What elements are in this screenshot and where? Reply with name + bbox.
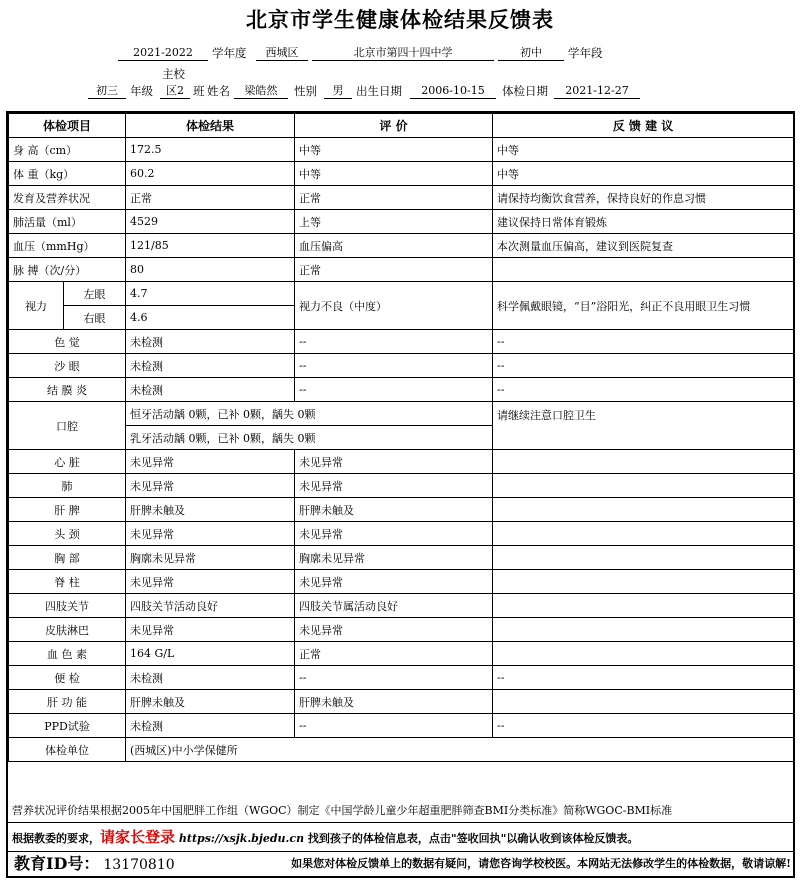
portal-url-link[interactable]: https://xsjk.bjedu.cn	[178, 832, 305, 845]
exam-date-value: 2021-12-27	[554, 84, 640, 99]
row-result: 60.2	[126, 162, 295, 186]
row-limbs	[9, 594, 794, 618]
row-eval: --	[295, 666, 493, 690]
row-spine	[9, 570, 794, 594]
row-weight	[9, 162, 794, 186]
row-result: 胸廓未见异常	[126, 546, 295, 570]
stage-value: 初中	[498, 46, 564, 61]
login-notice	[8, 824, 793, 851]
row-eval: --	[295, 330, 493, 354]
header-item: 体检项目	[9, 114, 126, 138]
row-label: 肝 脾	[9, 498, 126, 522]
oral-label: 口腔	[9, 402, 126, 450]
row-feedback	[493, 642, 794, 666]
name-value: 梁皓然	[234, 84, 288, 99]
row-feedback: --	[493, 714, 794, 738]
row-label: 胸 部	[9, 546, 126, 570]
vision-feedback: 科学佩戴眼镜，“目”浴阳光，纠正不良用眼卫生习惯	[493, 282, 794, 330]
row-result: 未检测	[126, 666, 295, 690]
row-result: 正常	[126, 186, 295, 210]
school-year-value: 2021-2022	[118, 46, 208, 61]
row-result: 121/85	[126, 234, 295, 258]
class-label: 班	[193, 84, 205, 98]
row-label: 体 重（kg）	[9, 162, 126, 186]
row-result: 未检测	[126, 378, 295, 402]
grade-value: 初三	[88, 84, 126, 99]
parent-login-link[interactable]: 请家长登录	[100, 828, 176, 846]
row-result: 未见异常	[126, 522, 295, 546]
campus-top: 主校	[162, 67, 185, 81]
exam-date-label: 体检日期	[502, 84, 548, 98]
school-year-label: 学年度	[212, 46, 247, 60]
row-result: 未见异常	[126, 450, 295, 474]
grade-label: 年级	[130, 84, 153, 98]
row-result: 未见异常	[126, 474, 295, 498]
row-feedback	[493, 594, 794, 618]
oral-deciduous: 乳牙活动龋 0颗，已补 0颗，龋失 0颗	[126, 426, 493, 450]
row-neck	[9, 522, 794, 546]
row-feedback	[493, 258, 794, 282]
row-feedback: --	[493, 330, 794, 354]
row-feedback	[493, 498, 794, 522]
results-table	[8, 113, 794, 762]
row-skin	[9, 618, 794, 642]
header-feedback: 反 馈 建 议	[493, 114, 794, 138]
row-color	[9, 330, 794, 354]
row-label: 结 膜 炎	[9, 378, 126, 402]
left-eye-value: 4.7	[126, 282, 295, 306]
row-trachoma	[9, 354, 794, 378]
row-label: PPD试验	[9, 714, 126, 738]
footnote: 营养状况评价结果根据2005年中国肥胖工作组（WGOC）制定《中国学龄儿童少年超重肥胖筛查BMI分类标准》简称WGOC-BMI标准	[8, 799, 793, 823]
oral-feedback: 请继续注意口腔卫生	[493, 402, 794, 450]
row-feedback	[493, 618, 794, 642]
row-label: 血压（mmHg）	[9, 234, 126, 258]
row-eval: 未见异常	[295, 570, 493, 594]
class-value: 区2	[160, 84, 190, 99]
row-label: 四肢关节	[9, 594, 126, 618]
row-result: 未见异常	[126, 570, 295, 594]
row-label: 肝 功 能	[9, 690, 126, 714]
row-eval: 正常	[295, 642, 493, 666]
unit-value: (西城区)中小学保健所	[126, 738, 794, 762]
row-unit	[9, 738, 794, 762]
row-liver	[9, 498, 794, 522]
row-feedback	[493, 474, 794, 498]
row-eval: 胸廓未见异常	[295, 546, 493, 570]
page-title: 北京市学生健康体检结果反馈表	[246, 7, 554, 32]
row-result: 肝脾未触及	[126, 690, 295, 714]
row-eval: 血压偏高	[295, 234, 493, 258]
row-label: 脉 搏（次/分）	[9, 258, 126, 282]
row-feedback: --	[493, 354, 794, 378]
row-chest	[9, 546, 794, 570]
row-label: 发育及营养状况	[9, 186, 126, 210]
row-vision-left	[9, 282, 794, 306]
school-value: 北京市第四十四中学	[312, 46, 494, 61]
row-hemoglobin	[9, 642, 794, 666]
row-height	[9, 138, 794, 162]
row-eval: 正常	[295, 186, 493, 210]
row-label: 皮肤淋巴	[9, 618, 126, 642]
row-eval: 未见异常	[295, 474, 493, 498]
row-feedback: 建议保持日常体育锻炼	[493, 210, 794, 234]
row-eval: 未见异常	[295, 522, 493, 546]
vision-eval: 视力不良（中度）	[295, 282, 493, 330]
oral-permanent: 恒牙活动龋 0颗，已补 0颗，龋失 0颗	[126, 402, 493, 426]
header-result: 体检结果	[126, 114, 295, 138]
row-ppd	[9, 714, 794, 738]
row-result: 未检测	[126, 330, 295, 354]
row-result: 未见异常	[126, 618, 295, 642]
stage-label: 学年段	[568, 46, 603, 60]
row-result: 172.5	[126, 138, 295, 162]
row-feedback: 中等	[493, 138, 794, 162]
row-feedback	[493, 570, 794, 594]
row-liverfunc	[9, 690, 794, 714]
row-label: 体检单位	[9, 738, 126, 762]
row-label: 色 觉	[9, 330, 126, 354]
row-conjunctivitis	[9, 378, 794, 402]
name-label: 姓名	[207, 84, 230, 98]
row-nutrition	[9, 186, 794, 210]
notice-prefix: 根据教委的要求，	[12, 832, 100, 845]
row-eval: 四肢关节属活动良好	[295, 594, 493, 618]
row-label: 沙 眼	[9, 354, 126, 378]
row-eval: --	[295, 354, 493, 378]
row-feedback: --	[493, 666, 794, 690]
birth-label: 出生日期	[356, 84, 402, 98]
row-eval: 肝脾未触及	[295, 690, 493, 714]
vision-label: 视力	[9, 282, 64, 330]
row-eval: 正常	[295, 258, 493, 282]
row-eval: 中等	[295, 162, 493, 186]
row-result: 未检测	[126, 714, 295, 738]
header-eval: 评 价	[295, 114, 493, 138]
row-label: 头 颈	[9, 522, 126, 546]
disclaimer: 如果您对体检反馈单上的数据有疑问，请您咨询学校校医。本网站无法修改学生的体检数据，敬请谅解!	[291, 857, 791, 870]
row-label: 肺	[9, 474, 126, 498]
gender-value: 男	[324, 84, 352, 99]
row-stool	[9, 666, 794, 690]
left-eye-label: 左眼	[64, 282, 126, 306]
row-label: 血 色 素	[9, 642, 126, 666]
table-header	[9, 114, 794, 138]
row-eval: --	[295, 378, 493, 402]
row-eval: 未见异常	[295, 618, 493, 642]
right-eye-value: 4.6	[126, 306, 295, 330]
row-eval: 上等	[295, 210, 493, 234]
row-lung	[9, 210, 794, 234]
row-label: 肺活量（ml）	[9, 210, 126, 234]
row-oral-permanent	[9, 402, 794, 426]
birth-value: 2006-10-15	[410, 84, 496, 99]
row-eval: 未见异常	[295, 450, 493, 474]
row-feedback: 本次测量血压偏高，建议到医院复查	[493, 234, 794, 258]
district-value: 西城区	[256, 46, 308, 61]
row-result: 四肢关节活动良好	[126, 594, 295, 618]
education-id-value: 13170810	[103, 857, 175, 873]
row-result: 肝脾未触及	[126, 498, 295, 522]
row-bp	[9, 234, 794, 258]
row-pulse	[9, 258, 794, 282]
row-eval: 肝脾未触及	[295, 498, 493, 522]
row-result: 164 G/L	[126, 642, 295, 666]
row-feedback	[493, 450, 794, 474]
row-label: 心 脏	[9, 450, 126, 474]
row-feedback: 请保持均衡饮食营养，保持良好的作息习惯	[493, 186, 794, 210]
row-label: 脊 柱	[9, 570, 126, 594]
row-label: 身 高（cm）	[9, 138, 126, 162]
notice-suffix: 找到孩子的体检信息表，点击"签收回执"以确认收到该体检反馈表。	[307, 832, 639, 845]
row-label: 便 检	[9, 666, 126, 690]
row-feedback: 中等	[493, 162, 794, 186]
row-feedback	[493, 522, 794, 546]
education-id-label: 教育ID号：	[14, 854, 100, 873]
row-feedback	[493, 546, 794, 570]
row-feedback: --	[493, 378, 794, 402]
row-eval: 中等	[295, 138, 493, 162]
row-feedback	[493, 690, 794, 714]
row-result: 4529	[126, 210, 295, 234]
row-eval: --	[295, 714, 493, 738]
right-eye-label: 右眼	[64, 306, 126, 330]
gender-label: 性别	[294, 84, 317, 98]
education-id-line	[8, 851, 793, 875]
row-lungs	[9, 474, 794, 498]
row-heart	[9, 450, 794, 474]
row-result: 80	[126, 258, 295, 282]
row-result: 未检测	[126, 354, 295, 378]
